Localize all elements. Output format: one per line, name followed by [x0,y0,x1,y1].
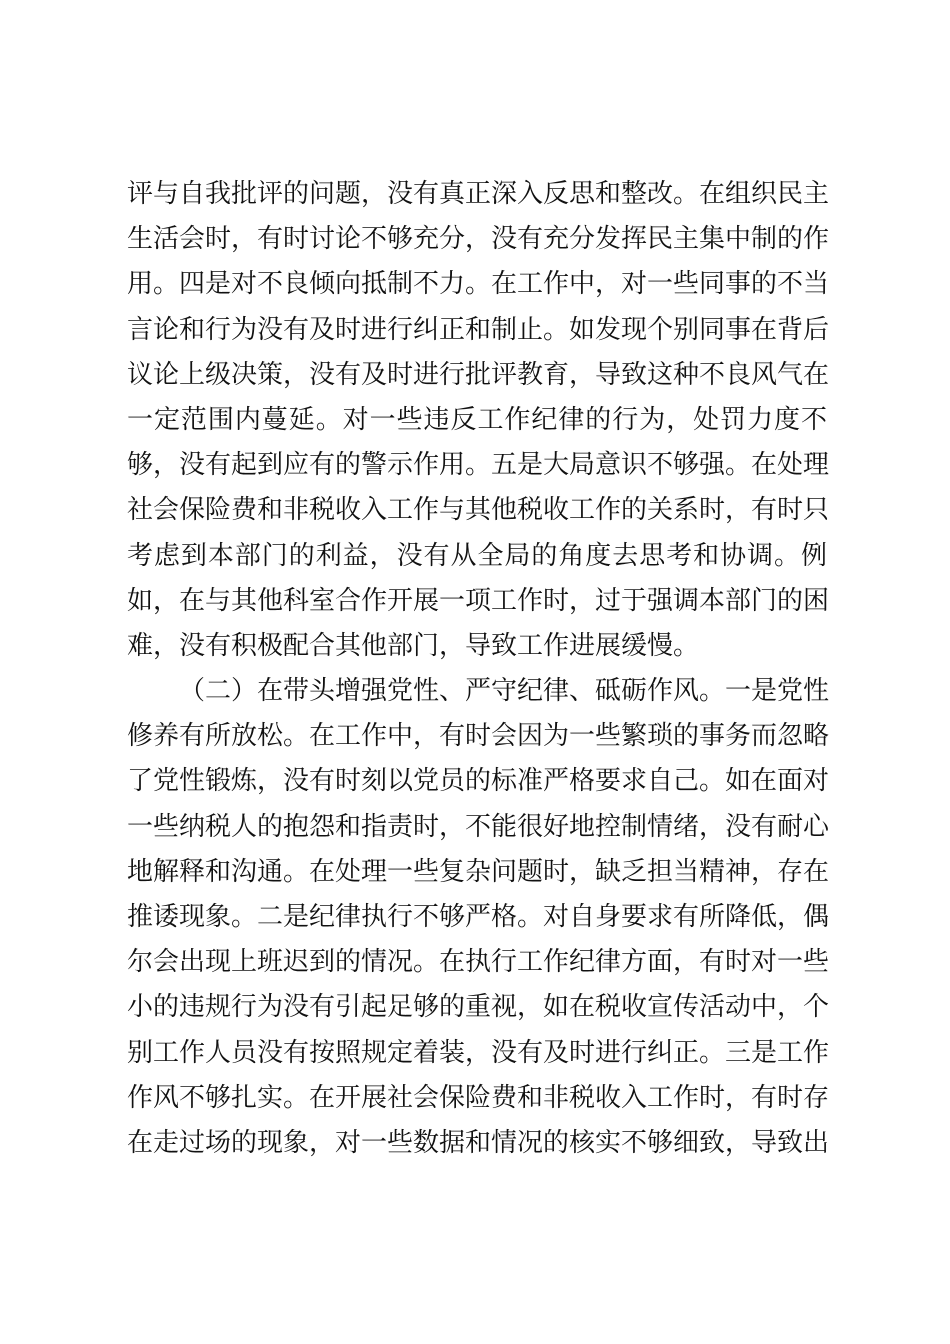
text-line: 议论上级决策，没有及时进行批评教育，导致这种不良风气在 [127,359,830,390]
text-line: 言论和行为没有及时进行纠正和制止。如发现个别同事在背后 [127,314,830,345]
text-line: 尔会出现上班迟到的情况。在执行工作纪律方面，有时对一些 [127,947,830,978]
text-line: 修养有所放松。在工作中，有时会因为一些繁琐的事务而忽略 [127,721,830,752]
text-line: 一些纳税人的抱怨和指责时，不能很好地控制情绪，没有耐心 [127,811,830,842]
text-line: 考虑到本部门的利益，没有从全局的角度去思考和协调。例 [127,540,827,571]
text-line: 在走过场的现象，对一些数据和情况的核实不够细致，导致出 [127,1127,830,1158]
text-line: 地解释和沟通。在处理一些复杂问题时，缺乏担当精神，存在 [127,856,830,887]
text-line: 够，没有起到应有的警示作用。五是大局意识不够强。在处理 [127,450,830,481]
text-line: 了党性锻炼，没有时刻以党员的标准严格要求自己。如在面对 [127,766,830,797]
text-line: 推诿现象。二是纪律执行不够严格。对自身要求有所降低，偶 [127,902,830,932]
text-line: 生活会时，有时讨论不够充分，没有充分发挥民主集中制的作 [127,224,830,255]
text-line-indented: （二）在带头增强党性、严守纪律、砥砺作风。一是党性 [179,676,830,707]
text-line: 一定范围内蔓延。对一些违反工作纪律的行为，处罚力度不 [127,404,827,435]
text-line: 如，在与其他科室合作开展一项工作时，过于强调本部门的困 [127,585,830,616]
text-line: 小的违规行为没有引起足够的重视，如在税收宣传活动中，个 [127,992,830,1023]
text-line: 评与自我批评的问题，没有真正深入反思和整改。在组织民主 [127,179,830,209]
text-line: 用。四是对不良倾向抵制不力。在工作中，对一些同事的不当 [127,269,830,300]
text-line: 作风不够扎实。在开展社会保险费和非税收入工作时，有时存 [127,1082,830,1113]
text-line: 难，没有积极配合其他部门，导致工作进展缓慢。 [127,630,700,661]
text-line: 社会保险费和非税收入工作与其他税收工作的关系时，有时只 [127,495,830,526]
text-line: 别工作人员没有按照规定着装，没有及时进行纠正。三是工作 [127,1037,830,1068]
document-body [127,172,830,1166]
